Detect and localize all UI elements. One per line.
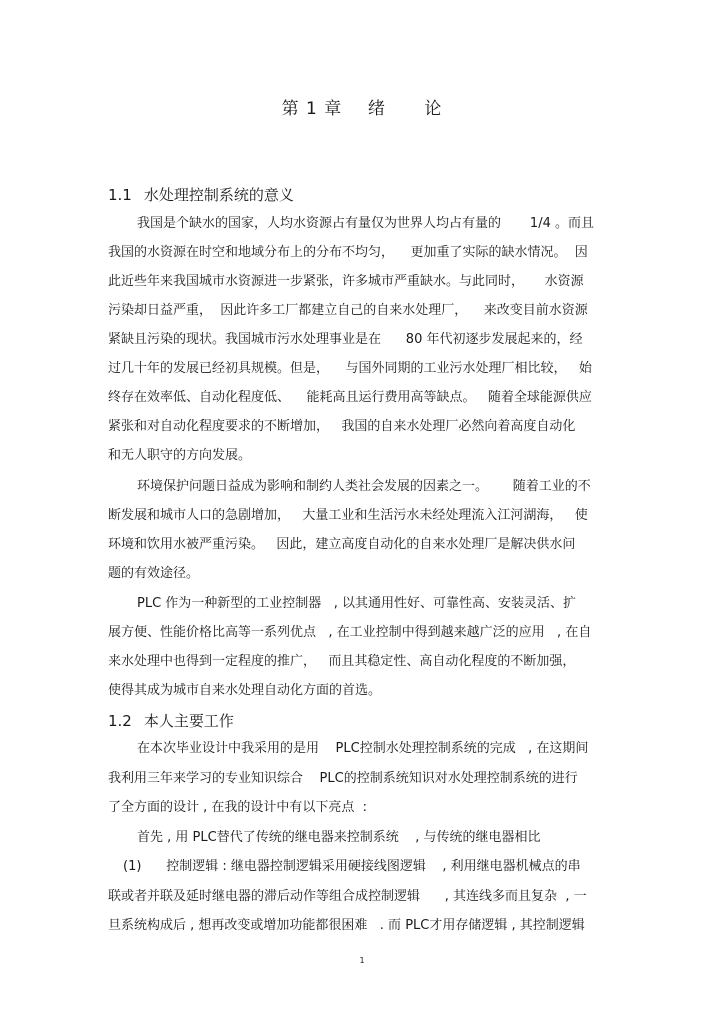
chapter-title: 第 1 章 绪 论	[281, 99, 443, 119]
paragraph-line: 污染却日益严重， 因此许多工厂都建立自己的自来水处理厂， 来改变目前水资源	[108, 303, 588, 318]
paragraph-line: 环境保护问题日益成为影响和制约人类社会发展的因素之一。 随着工业的不	[137, 479, 591, 494]
paragraph-line: 来水处理中也得到一定程度的推广， 而且其稳定性、高自动化程度的不断加强，	[108, 654, 576, 669]
paragraph-line: 了全方面的设计 , 在我的设计中有以下亮点 :	[108, 800, 368, 815]
paragraph-line: 我国的水资源在时空和地域分布上的分布不均匀， 更加重了实际的缺水情况。 因	[108, 245, 588, 260]
paragraph-line: 此近些年来我国城市水资源进一步紧张，许多城市严重缺水。与此同时， 水资源	[108, 274, 584, 289]
section-title: 本人主要工作	[143, 712, 234, 730]
paragraph-line: 我利用三年来学习的专业知识综合 PLC的控制系统知识对水处理控制系统的进行	[108, 771, 578, 786]
section-number: 1.2	[108, 712, 132, 730]
page-number: 1	[359, 956, 365, 965]
paragraph-line: 断发展和城市人口的急剧增加， 大量工业和生活污水未经处理流入江河湖海， 使	[108, 508, 588, 523]
paragraph-line: 终存在效率低、自动化程度低、 能耗高且运行费用高等缺点。 随着全球能源供应	[108, 390, 592, 405]
paragraph-line: 紧缺且污染的现状。我国城市污水处理事业是在 80 年代初逐步发展起来的，经	[108, 332, 583, 347]
paragraph-line: 和无人职守的方向发展。	[108, 448, 252, 463]
section-number: 1.1	[108, 186, 132, 204]
paragraph-line: (1) 控制逻辑 : 继电器控制逻辑采用硬接线图逻辑 , 利用继电器机械点的串	[123, 859, 581, 874]
paragraph-line: 题的有效途径。	[108, 566, 200, 581]
paragraph-line: PLC 作为一种新型的工业控制器 , 以其通用性好、可靠性高、安装灵活、扩	[137, 596, 576, 611]
paragraph-line: 过几十年的发展已经初具规模。但是， 与国外同期的工业污水处理厂相比较， 始	[108, 361, 592, 376]
paragraph-line: 旦系统构成后 , 想再改变或增加功能都很困难 . 而 PLC才用存储逻辑 , 其控制逻辑	[108, 918, 585, 933]
paragraph-line: 紧张和对自动化程度要求的不断增加， 我国的自来水处理厂必然向着高度自动化	[108, 419, 576, 434]
paragraph-line: 联或者并联及延时继电器的滞后动作等组合成控制逻辑 , 其连线多而且复杂 , 一	[108, 889, 587, 904]
paragraph-line: 在本次毕业设计中我采用的是用 PLC控制水处理控制系统的完成 , 在这期间	[137, 741, 589, 756]
paragraph-line: 使得其成为城市自来水处理自动化方面的首选。	[108, 683, 382, 698]
section-title: 水处理控制系统的意义	[143, 186, 294, 204]
paragraph-line: 展方便、性能价格比高等一系列优点 , 在工业控制中得到越来越广泛的应用 , 在自	[108, 625, 592, 640]
section-heading-1-2	[108, 710, 234, 731]
paragraph-line: 环境和饮用水被严重污染。 因此，建立高度自动化的自来水处理厂是解决供水问	[108, 537, 576, 552]
section-heading-1-1	[108, 184, 294, 205]
paragraph-line: 首先 , 用 PLC替代了传统的继电器来控制系统 , 与传统的继电器相比	[137, 830, 541, 845]
paragraph-line: 我国是个缺水的国家，人均水资源占有量仅为世界人均占有量的 1/4 。而且	[137, 216, 594, 231]
